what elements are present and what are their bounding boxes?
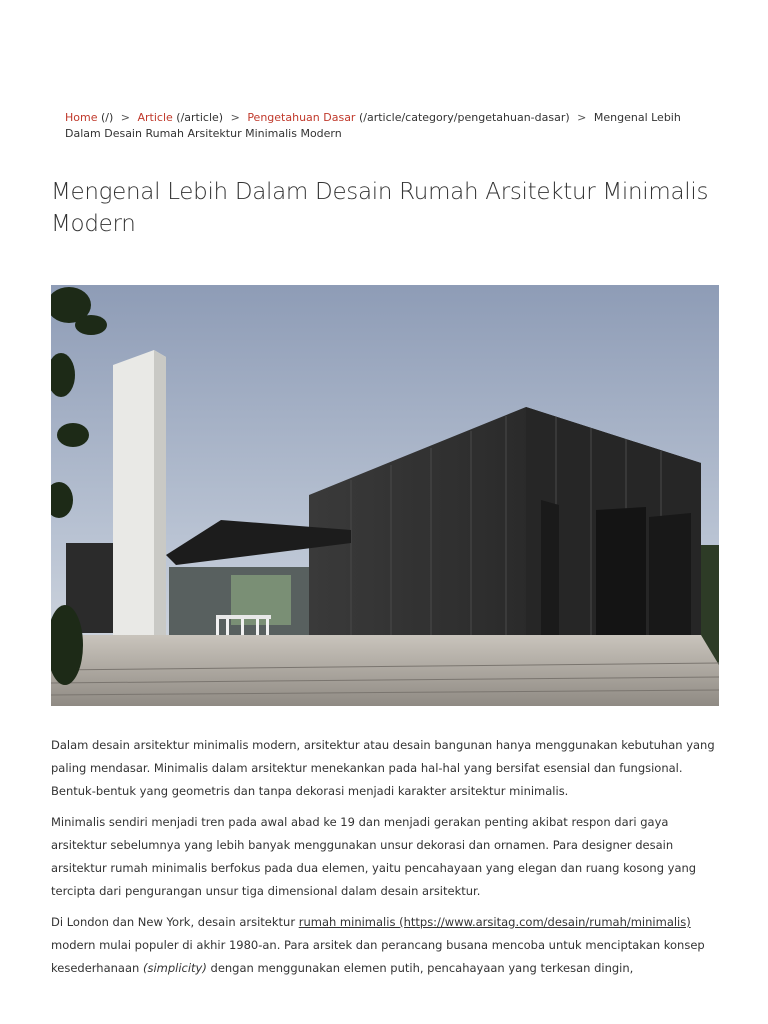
breadcrumb-current: Mengenal Lebih Dalam Desain Rumah Arsitektur Minimalis Modern <box>65 111 681 140</box>
breadcrumb-separator: > <box>577 111 587 124</box>
breadcrumb-category-path: (/article/category/pengetahuan-dasar) <box>358 111 570 124</box>
breadcrumb-separator: > <box>230 111 240 124</box>
article-body <box>51 734 723 988</box>
paragraph-text: dengan menggunakan elemen putih, pencahayaan yang terkesan dingin, <box>206 961 634 975</box>
breadcrumb-separator: > <box>120 111 130 124</box>
breadcrumb-article-link[interactable]: Article <box>137 111 173 124</box>
breadcrumb-category-link[interactable]: Pengetahuan Dasar <box>247 111 356 124</box>
article-paragraph: Minimalis sendiri menjadi tren pada awal abad ke 19 dan menjadi gerakan penting akibat respon dari gaya arsitektur sebelumnya yang lebih banyak menggunakan unsur dekorasi dan ornamen. Para designer desain arsitektur rumah minimalis berfokus pada dua elemen, yaitu pencahayaan yang elegan dan ruang kosong yang tercipta dari pengurangan unsur tiga dimensional dalam desain arsitektur. <box>51 815 697 898</box>
paragraph-text: modern mulai populer di akhir 1980-an. Para arsitek dan perancang busana mencoba untuk menciptakan konsep kesederhanaan <box>51 938 705 975</box>
breadcrumb-home-path: (/) <box>100 111 114 124</box>
breadcrumb <box>65 110 705 142</box>
article-paragraph <box>51 911 723 980</box>
paragraph-text: Di London dan New York, desain arsitektur <box>51 915 299 929</box>
rumah-minimalis-link[interactable]: rumah minimalis (https://www.arsitag.com/desain/rumah/minimalis) <box>298 915 691 929</box>
page-title: Mengenal Lebih Dalam Desain Rumah Arsitektur Minimalis Modern <box>51 179 709 237</box>
hero-house-illustration <box>51 285 719 706</box>
breadcrumb-article-path: (/article) <box>176 111 224 124</box>
hero-image <box>51 285 719 706</box>
article-paragraph: Dalam desain arsitektur minimalis modern, arsitektur atau desain bangunan hanya menggunakan kebutuhan yang paling mendasar. Minimalis dalam arsitektur menekankan pada hal-hal yang bersifat esensial dan fungsional. Bentuk-bentuk yang geometris dan tanpa dekorasi menjadi karakter arsitektur minimalis. <box>51 738 715 798</box>
simplicity-italic: (simplicity) <box>142 961 207 975</box>
breadcrumb-home-link[interactable]: Home <box>65 111 98 124</box>
